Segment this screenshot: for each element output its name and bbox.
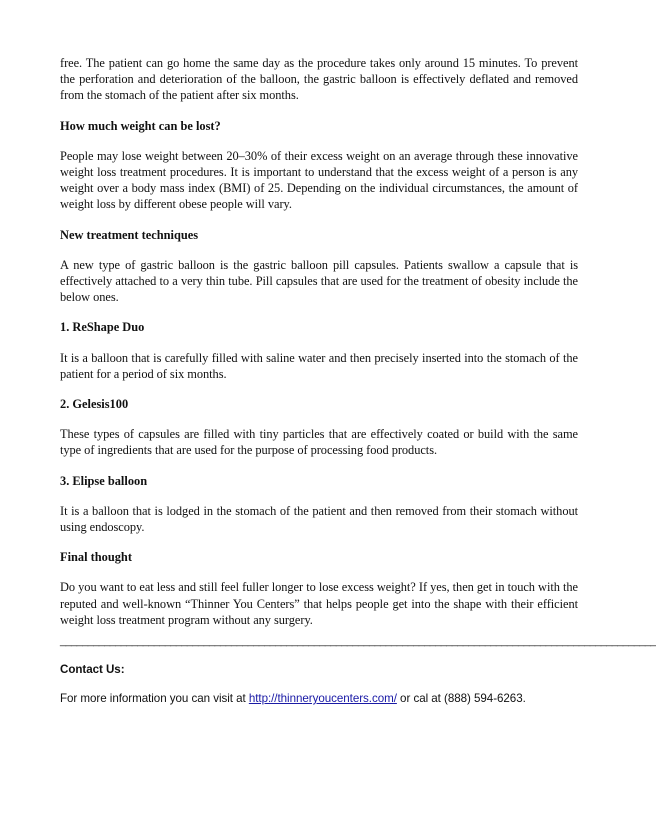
document-page xyxy=(60,55,656,706)
contact-suffix: or cal at (888) 594-6263. xyxy=(396,692,526,706)
final-thought-heading: Final thought xyxy=(60,550,132,565)
gelesis-paragraph: These types of capsules are filled with tiny particles that are effectively coated or build with the same type of ingredients that are used for the purpose of processing food products. xyxy=(60,427,578,458)
elipse-heading: 3. Elipse balloon xyxy=(60,473,148,488)
elipse-paragraph: It is a balloon that is lodged in the stomach of the patient and then removed from their stomach without using endoscopy. xyxy=(60,503,578,535)
weight-loss-heading: How much weight can be lost? xyxy=(60,118,221,133)
new-techniques-paragraph: A new type of gastric balloon is the gastric balloon pill capsules. Patients swallow a capsule that is effectively attached to a very thin tube. Pill capsules that are used for the treatment of obesity include the below ones. xyxy=(60,257,578,305)
divider-line: ____________________________________________________________________________________________________________ xyxy=(60,635,656,648)
contact-heading: Contact Us: xyxy=(60,663,125,677)
contact-line xyxy=(60,691,578,706)
new-techniques-heading: New treatment techniques xyxy=(60,227,199,242)
reshape-heading: 1. ReShape Duo xyxy=(60,320,145,335)
weight-loss-paragraph: People may lose weight between 20–30% of their excess weight on an average through these innovative weight loss treatment procedures. It is important to understand that the excess weight of a person is any weight over a body mass index (BMI) of 25. Depending on the individual circumstances, the amount of weight loss by different obese people will vary. xyxy=(60,148,578,212)
final-thought-paragraph: Do you want to eat less and still feel fuller longer to lose excess weight? If yes, then get in touch with the reputed and well-known “Thinner You Centers” that helps people get into the shape with their efficient weight loss treatment program without any surgery. xyxy=(60,580,578,627)
reshape-paragraph: It is a balloon that is carefully filled with saline water and then precisely inserted into the stomach of the patient for a period of six months. xyxy=(60,350,578,381)
intro-paragraph: free. The patient can go home the same day as the procedure takes only around 15 minutes. To prevent the perforation and deterioration of the balloon, the gastric balloon is effectively deflated and removed from the stomach of the patient after six months. xyxy=(60,56,578,103)
contact-prefix: For more information you can visit at xyxy=(60,692,249,706)
website-link[interactable]: http://thinneryoucenters.com/ xyxy=(248,692,397,706)
gelesis-heading: 2. Gelesis100 xyxy=(60,397,129,412)
